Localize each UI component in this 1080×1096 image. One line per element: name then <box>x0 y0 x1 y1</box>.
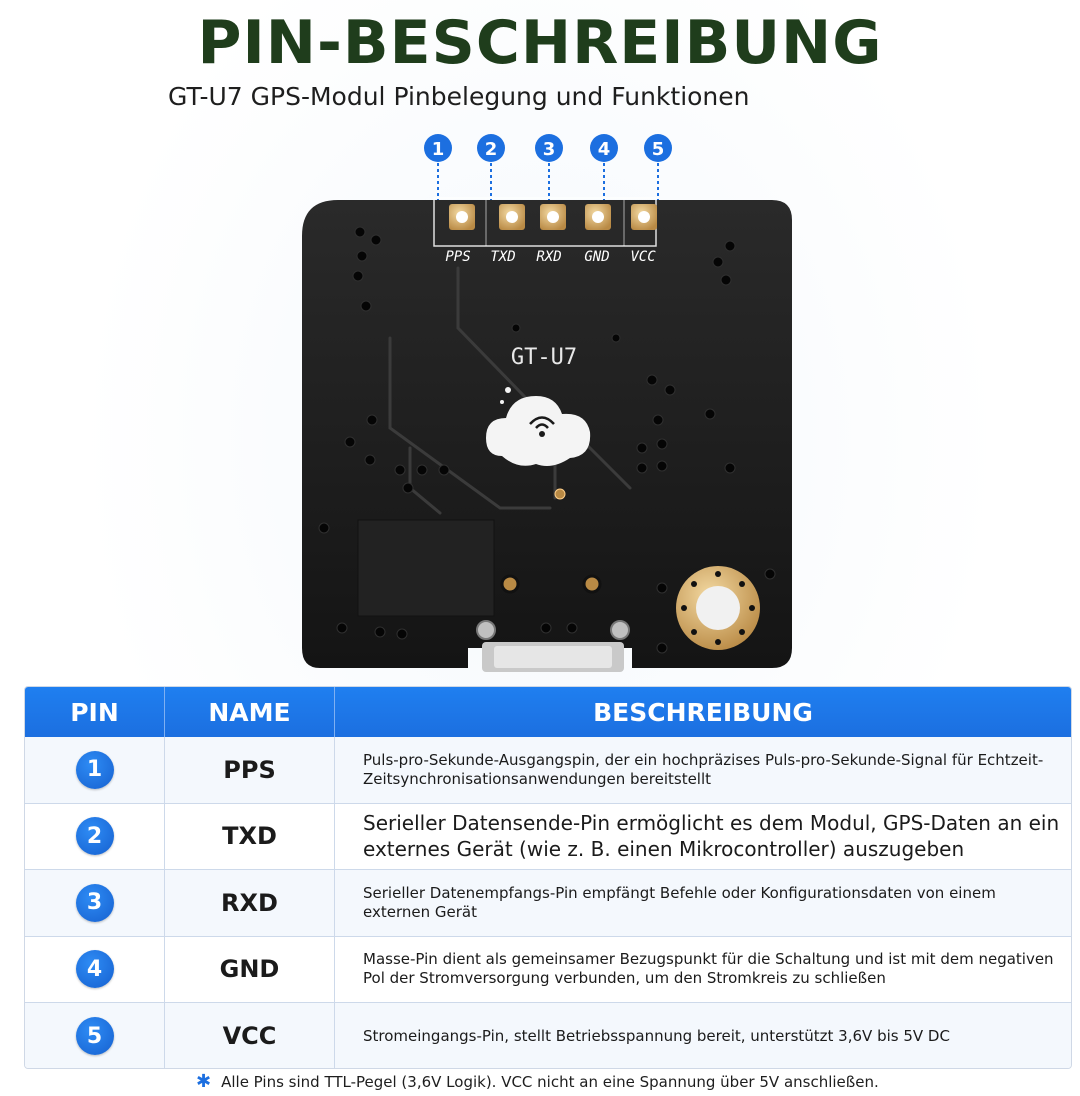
pin-table <box>24 686 1072 1069</box>
silk-label-txd: TXD <box>490 249 516 265</box>
footnote-text: Alle Pins sind TTL-Pegel (3,6V Logik). VCC nicht an eine Spannung über 5V anschließen. <box>221 1072 879 1091</box>
pin-badge-4 <box>590 134 618 200</box>
table-row <box>25 737 1071 804</box>
pin-name: PPS <box>165 737 335 803</box>
pin-number-badge: 4 <box>76 950 114 988</box>
table-row <box>25 937 1071 1004</box>
pin-badge-number: 1 <box>431 139 445 160</box>
silk-label-pps: PPS <box>445 249 471 265</box>
column-header-name: NAME <box>165 687 335 737</box>
table-row <box>25 804 1071 871</box>
pin-name: RXD <box>165 870 335 936</box>
pin-name: VCC <box>165 1003 335 1069</box>
pin-badge-number: 5 <box>651 139 665 160</box>
pin-badge-number: 4 <box>597 139 611 160</box>
table-header <box>25 687 1071 737</box>
table-row <box>25 1003 1071 1069</box>
gps-module-illustration <box>290 128 810 688</box>
silk-label-vcc: VCC <box>630 249 656 265</box>
pin-number-badge: 2 <box>76 817 114 855</box>
pin-number-badge: 5 <box>76 1017 114 1055</box>
pin-description: Puls-pro-Sekunde-Ausgangspin, der ein hochpräzises Puls-pro-Sekunde-Signal für Echtzeit-Zeitsynchronisationsanwendungen bereitstellt <box>363 750 1044 788</box>
table-body <box>25 737 1071 1069</box>
column-header-pin: PIN <box>25 687 165 737</box>
pin-number-badge: 1 <box>76 751 114 789</box>
pin-description: Serieller Datensende-Pin ermöglicht es dem Modul, GPS-Daten an ein externes Gerät (wie z. B. einen Mikrocontroller) auszugeben <box>363 811 1060 862</box>
pin-name: TXD <box>165 804 335 870</box>
silk-label-rxd: RXD <box>536 249 562 265</box>
pin-badge-5 <box>644 134 672 200</box>
board-model-label: GT-U7 <box>510 345 578 370</box>
page-title: PIN-BESCHREIBUNG <box>197 8 883 78</box>
pin-badges <box>424 134 672 200</box>
pin-name: GND <box>165 937 335 1003</box>
pin-badge-number: 3 <box>542 139 556 160</box>
pin-description: Masse-Pin dient als gemeinsamer Bezugspunkt für die Schaltung und ist mit dem negativen Pol der Stromversorgung verbunden, um den Stromkreis zu schließen <box>363 950 1054 988</box>
footnote <box>196 1071 879 1092</box>
pin-badge-2 <box>477 134 505 200</box>
column-header-description: BESCHREIBUNG <box>593 697 813 727</box>
silk-label-gnd: GND <box>584 249 610 265</box>
pin-badge-number: 2 <box>484 139 498 160</box>
asterisk-icon: ✱ <box>196 1071 212 1092</box>
pin-description: Serieller Datenempfangs-Pin empfängt Befehle oder Konfigurationsdaten von einem externen Gerät <box>363 883 996 921</box>
pin-badge-3 <box>535 134 563 200</box>
pin-number-badge: 3 <box>76 884 114 922</box>
table-row <box>25 870 1071 937</box>
page-subtitle: GT-U7 GPS-Modul Pinbelegung und Funktionen <box>168 82 750 111</box>
pin-badge-1 <box>424 134 452 200</box>
antenna-connector <box>676 566 760 650</box>
pin-description: Stromeingangs-Pin, stellt Betriebsspannung bereit, unterstützt 3,6V bis 5V DC <box>363 1026 950 1045</box>
